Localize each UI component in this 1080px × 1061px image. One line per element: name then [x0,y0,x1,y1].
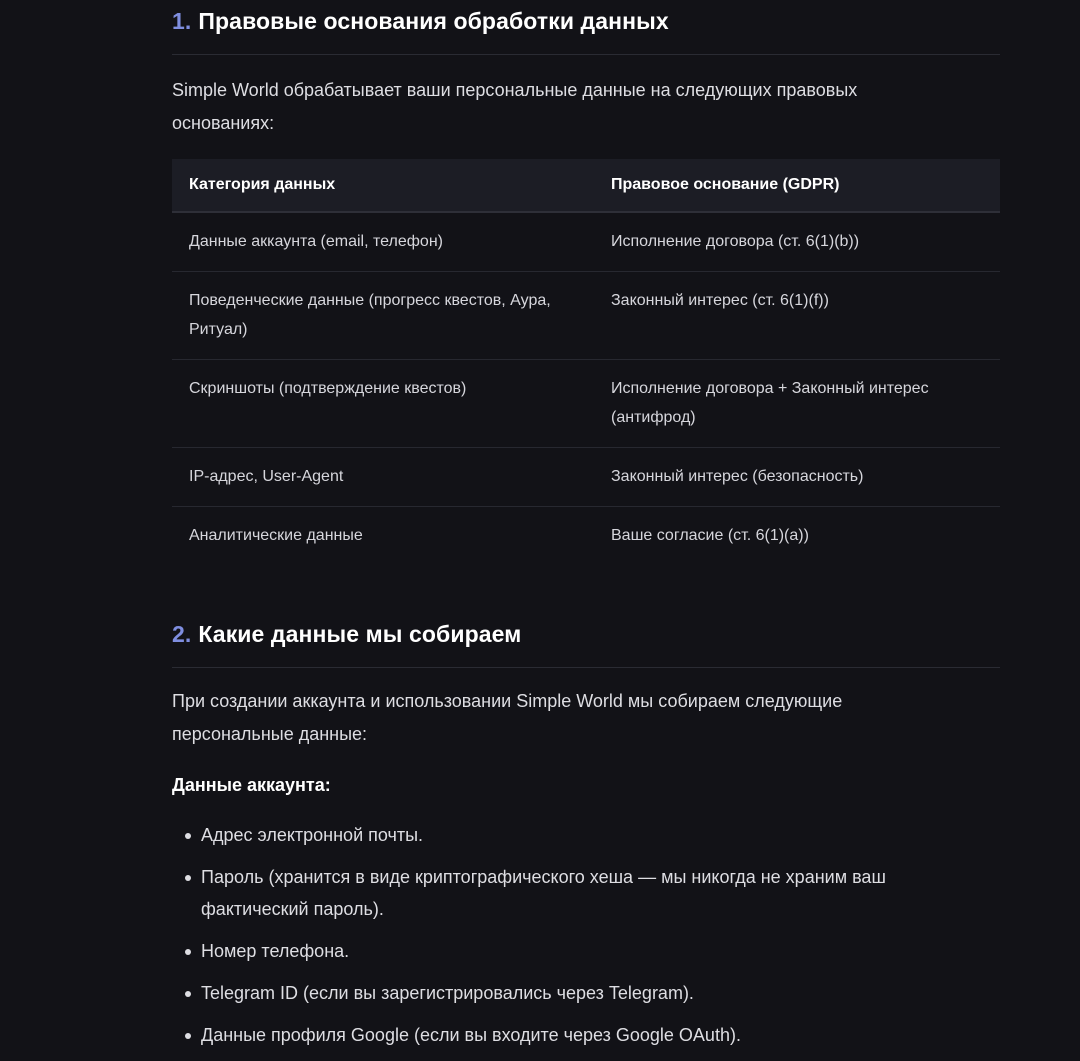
table-cell-category: Данные аккаунта (email, телефон) [172,212,594,272]
section-2-intro: При создании аккаунта и использовании Simple World мы собираем следующие персональные данные: [172,691,843,744]
table-cell-category: Поведенческие данные (прогресс квестов, Аура, Ритуал) [172,272,594,360]
bullet-icon [185,833,191,839]
list-item-text: Данные профиля Google (если вы входите через Google OAuth). [201,1025,741,1045]
table-header-row [172,159,1000,212]
section-2-number: 2. [172,621,192,647]
list-item [172,935,962,967]
table-cell-basis: Ваше согласие (ст. 6(1)(a)) [611,527,809,544]
list-item-text: Номер телефона. [201,941,350,961]
bullet-icon [185,875,191,881]
section-1-heading [172,8,669,35]
table-row [172,212,1000,272]
table-cell-category: IP-адрес, User-Agent [172,448,594,507]
section-2-heading [172,621,521,648]
bullet-icon [185,991,191,997]
table-row [172,448,1000,507]
list-item [172,861,962,925]
section-1-heading-block [172,0,1000,55]
table-cell-basis: Исполнение договора + Законный интерес (антифрод) [594,360,1000,448]
section-1-intro: Simple World обрабатывает ваши персональные данные на следующих правовых основаниях: [172,80,858,133]
bullet-icon [185,1033,191,1039]
section-1-number: 1. [172,8,192,34]
list-item [172,977,962,1009]
table-header-basis: Правовое основание (GDPR) [594,159,1000,212]
list-item [172,1019,962,1051]
list-item-text: Пароль (хранится в виде криптографического хеша — мы никогда не храним ваш фактический пароль). [201,867,886,919]
account-data-list [172,819,962,1051]
table-cell-basis: Законный интерес (ст. 6(1)(f)) [594,272,1000,360]
section-1-title: Правовые основания обработки данных [198,8,669,34]
table-row [172,272,1000,360]
table-cell-basis: Законный интерес (безопасность) [594,448,1000,507]
section-2-heading-block [172,613,1000,668]
list-item-text: Telegram ID (если вы зарегистрировались через Telegram). [201,983,694,1003]
table-cell-category: Скриншоты (подтверждение квестов) [172,360,594,448]
section-2-title: Какие данные мы собираем [198,621,522,647]
table-row [172,360,1000,448]
legal-basis-table [172,159,1000,565]
table-cell-basis: Исполнение договора (ст. 6(1)(b)) [594,212,1000,272]
table-cell-category: Аналитические данные [189,527,363,544]
list-item [172,819,962,851]
table-row [172,507,1000,566]
bullet-icon [185,949,191,955]
policy-content [172,0,1000,1061]
table-header-category: Категория данных [172,159,594,212]
list-item-text: Адрес электронной почты. [201,825,424,845]
account-data-subheading: Данные аккаунта: [172,775,331,795]
